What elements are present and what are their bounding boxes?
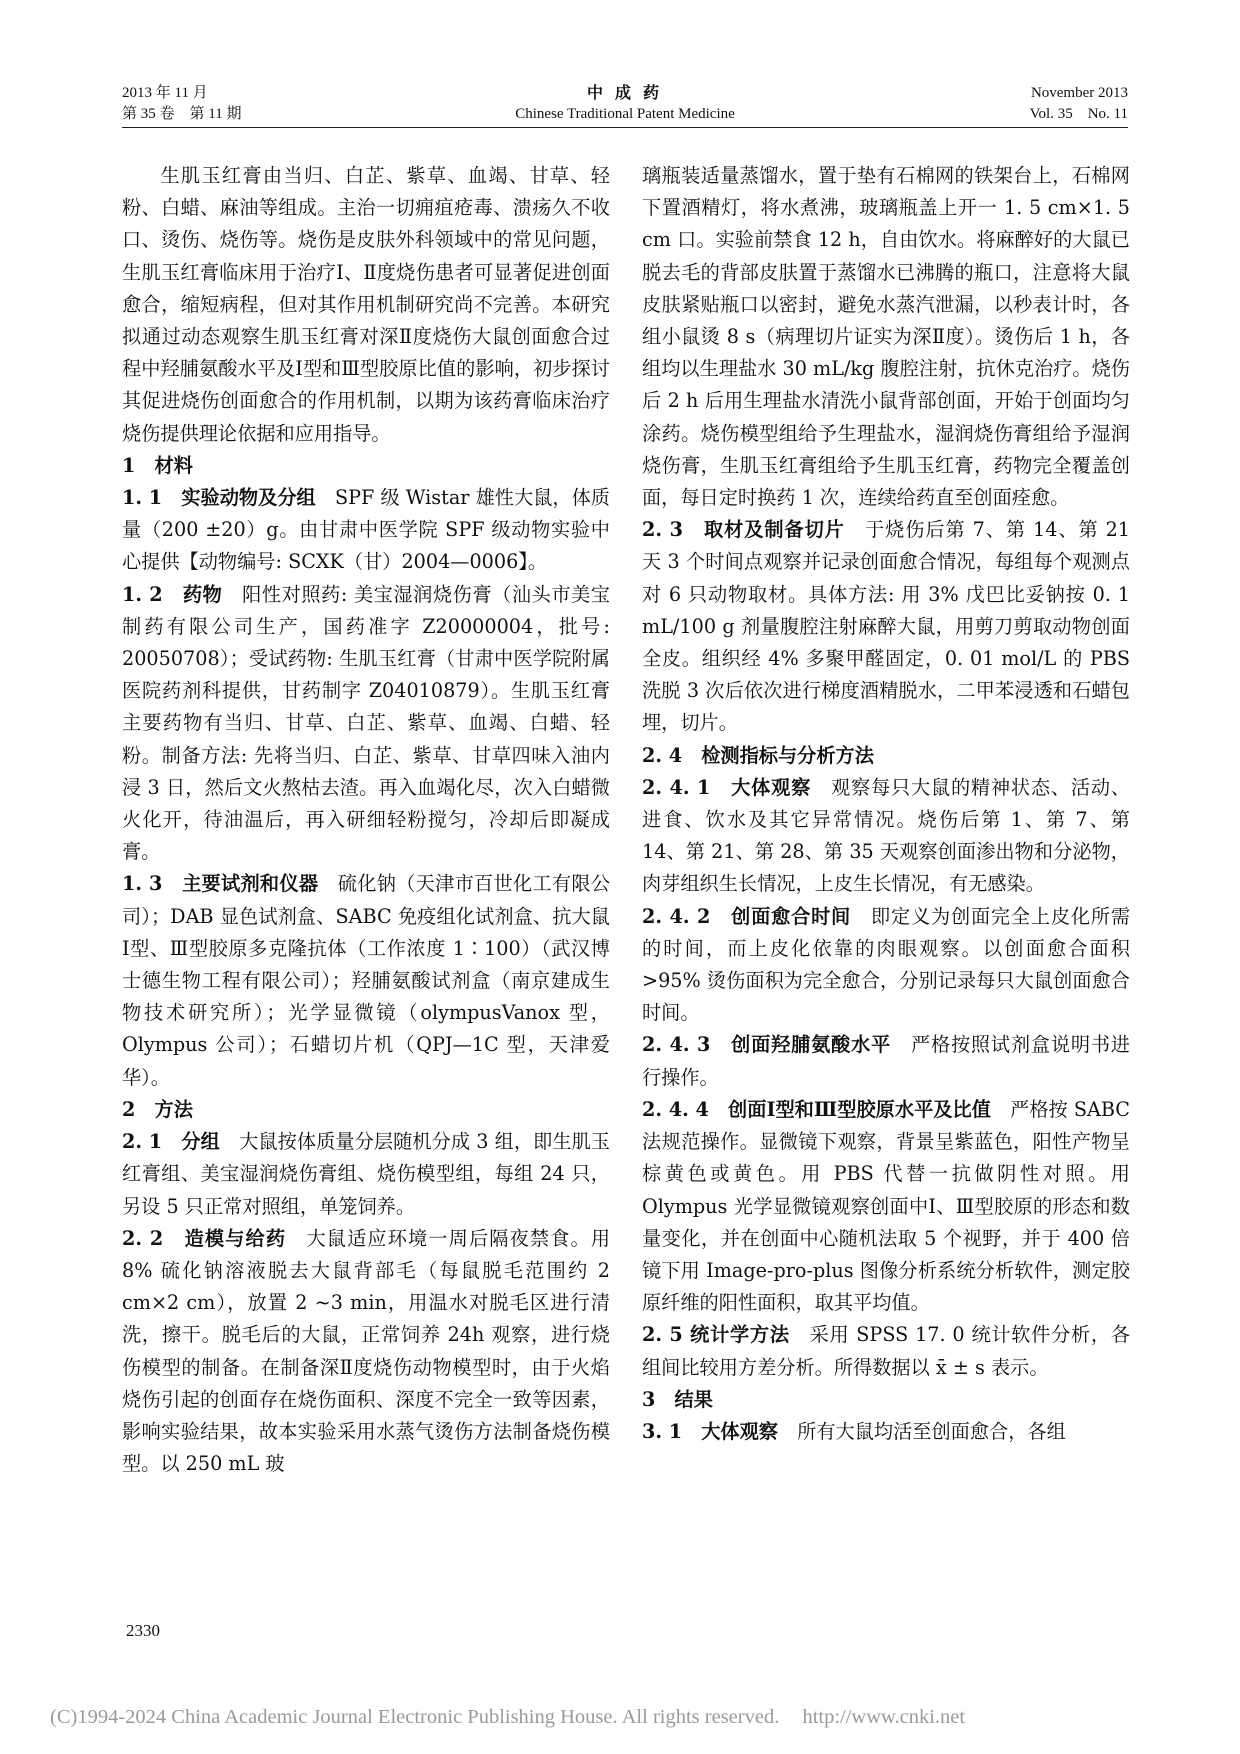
subsection-text: 大鼠适应环境一周后隔夜禁食。用 8% 硫化钠溶液脱去大鼠背部毛（每鼠脱毛范围约 2 cm×2 cm），放置 2 ~3 min，用温水对脱毛区进行清洗，擦干。脱毛后的大鼠，正常饲养 24h 观察，进行烧伤模型的制备。在制备深Ⅱ度烧伤动物模型时，由于火焰烧伤引起的创面存在烧伤面积、深度不完全一致等因素，影响实验结果，故本实验采用水蒸气烫伤方法制备烧伤模型。以 250 mL 玻 [122, 1226, 611, 1476]
page-number: 2330 [126, 1621, 160, 1640]
subsection-heading: 2. 4 检测指标与分析方法 [642, 743, 874, 767]
subsection-heading: 2. 3 取材及制备切片 [642, 518, 845, 542]
subsection-paragraph [642, 901, 1130, 1030]
journal-title-en: Chinese Traditional Patent Medicine [515, 106, 735, 122]
subsection-text: 大鼠按体质量分层随机分成 3 组，即生肌玉红膏组、美宝湿润烧伤膏组、烧伤模型组，每组 24 只，另设 5 只正常对照组，单笼饲养。 [122, 1130, 610, 1218]
subsection-paragraph [122, 482, 610, 579]
subsection-text: SPF 级 Wistar 雄性大鼠，体质量（200 ±20）g。由甘肃中医学院 SPF 级动物实验中心提供【动物编号: SCXK（甘）2004—0006】。 [122, 486, 610, 574]
header-date-en: November 2013 [1030, 85, 1128, 101]
subsection-heading: 2. 5 统计学方法 [642, 1323, 790, 1347]
header-center [122, 83, 1128, 125]
subsection-heading: 1. 3 主要试剂和仪器 [122, 872, 319, 896]
copyright-text: (C)1994-2024 China Academic Journal Electronic Publishing House. All rights reserved. [50, 1706, 780, 1728]
subsection-text: 于烧伤后第 7、第 14、第 21 天 3 个时间点观察并记录创面愈合情况，每组每个观测点对 6 只动物取材。具体方法: 用 3% 戊巴比妥钠按 0. 1 mL/100 g 剂量腹腔注射麻醉大鼠，用剪刀剪取动物创面全皮。组织经 4% 多聚甲醛固定，0. 01 mol/L 的 PBS 洗脱 3 次后依次进行梯度酒精脱水，二甲苯浸透和石蜡包埋，切片。 [642, 518, 1131, 735]
subsection-heading: 3. 1 大体观察 [642, 1419, 778, 1443]
subsection-text: 阳性对照药: 美宝湿润烧伤膏（汕头市美宝制药有限公司生产，国药准字 Z20000004，批号: 20050708）；受试药物: 生肌玉红膏（甘肃中医学院附属医院药剂科提供，甘药制字 Z04010879）。生肌玉红膏主要药物有当归、甘草、白芷、紫草、血竭、白蜡、轻粉。制备方法: 先将当归、白芷、紫草、甘草四味入油内浸 3 日，然后文火熬枯去渣。再入血竭化尽，次入白蜡微火化开，待油温后，再入研细轻粉搅匀，冷却后即凝成膏。 [122, 582, 610, 864]
subsection-heading: 1. 1 实验动物及分组 [122, 486, 316, 510]
header-date-cn: 2013 年 11 月 [122, 85, 208, 101]
subsection-heading: 2. 4. 4 创面Ⅰ型和Ⅲ型胶原水平及比值 [642, 1097, 991, 1121]
subsection-text: 即定义为创面完全上皮化所需的时间，而上皮化依靠的肉眼观察。以创面愈合面积 >95% 烫伤面积为完全愈合，分别记录每只大鼠创面愈合时间。 [642, 904, 1131, 1025]
subsection-paragraph [122, 579, 610, 869]
footer-url: http://www.cnki.net [802, 1706, 966, 1728]
copyright-footer [50, 1706, 965, 1729]
subsection-paragraph [122, 1126, 610, 1223]
subsection-paragraph [642, 1094, 1130, 1319]
subsection-paragraph [122, 1223, 610, 1481]
section-heading: 2 方法 [122, 1097, 193, 1121]
journal-title-cn: 中 成 药 [586, 85, 663, 102]
body-paragraph: 生肌玉红膏由当归、白芷、紫草、血竭、甘草、轻粉、白蜡、麻油等组成。主治一切痈疽疮毒、溃疡久不收口、烫伤、烧伤等。烧伤是皮肤外科领域中的常见问题，生肌玉红膏临床用于治疗Ⅰ、Ⅱ度烧伤患者可显著促进创面愈合，缩短病程，但对其作用机制研究尚不完善。本研究拟通过动态观察生肌玉红膏对深Ⅱ度烧伤大鼠创面愈合过程中羟脯氨酸水平及Ⅰ型和Ⅲ型胶原比值的影响，初步探讨其促进烧伤创面愈合的作用机制，以期为该药膏临床治疗烧伤提供理论依据和应用指导。 [122, 164, 610, 445]
subsection-text: 采用 SPSS 17. 0 统计软件分析，各组间比较用方差分析。所得数据以 x̄ ± s 表示。 [642, 1323, 1131, 1379]
subsection-heading: 1. 2 药物 [122, 582, 223, 606]
subsection-text: 严格按 SABC 法规范操作。显微镜下观察，背景呈紫蓝色，阳性产物呈棕黄色或黄色。用 PBS 代替一抗做阴性对照。用 Olympus 光学显微镜观察创面中Ⅰ、Ⅲ型胶原的形态和数量变化，并在创面中心随机法取 5 个视野，并于 400 倍镜下用 Image-pro-plus 图像分析系统分析软件，测定胶原纤维的阳性面积，取其平均值。 [642, 1097, 1130, 1315]
body-paragraph: 璃瓶装适量蒸馏水，置于垫有石棉网的铁架台上，石棉网下置酒精灯，将水煮沸，玻璃瓶盖上开一 1. 5 cm×1. 5 cm 口。实验前禁食 12 h，自由饮水。将麻醉好的大鼠已脱去毛的背部皮肤置于蒸馏水已沸腾的瓶口，注意将大鼠皮肤紧贴瓶口以密封，避免水蒸汽泄漏，以秒表计时，各组小鼠烫 8 s（病理切片证实为深Ⅱ度）。烫伤后 1 h，各组均以生理盐水 30 mL/kg 腹腔注射，抗休克治疗。烧伤后 2 h 后用生理盐水清洗小鼠背部创面，开始于创面均匀涂药。烧伤模型组给予生理盐水，湿润烧伤膏组给予湿润烧伤膏，生肌玉红膏组给予生肌玉红膏，药物完全覆盖创面，每日定时换药 1 次，连续给药直至创面痊愈。 [642, 164, 1130, 510]
subsection-paragraph [642, 1029, 1130, 1093]
header-volume-cn: 第 35 卷 第 11 期 [122, 106, 242, 122]
subsection-heading: 2. 4. 3 创面羟脯氨酸水平 [642, 1033, 891, 1057]
subsection-heading: 2. 4. 2 创面愈合时间 [642, 904, 852, 928]
subsection-paragraph [642, 1416, 1130, 1448]
subsection-paragraph [642, 1319, 1130, 1383]
subsection-paragraph [642, 514, 1130, 739]
subsection-paragraph [642, 740, 1130, 772]
right-column [642, 160, 1130, 1448]
subsection-text: 严格按照试剂盒说明书进行操作。 [642, 1033, 1130, 1089]
section-heading: 3 结果 [642, 1387, 713, 1411]
subsection-paragraph [642, 772, 1130, 901]
subsection-paragraph [122, 868, 610, 1093]
header-volume-en: Vol. 35 No. 11 [1029, 106, 1128, 122]
subsection-text: 观察每只大鼠的精神状态、活动、进食、饮水及其它异常情况。烧伤后第 1、第 7、第 14、第 21、第 28、第 35 天观察创面渗出物和分泌物，肉芽组织生长情况，上皮生长情况，有无感染。 [642, 775, 1130, 896]
running-header [122, 83, 1128, 128]
subsection-heading: 2. 1 分组 [122, 1130, 220, 1154]
subsection-text: 所有大鼠均活至创面愈合，各组 [778, 1419, 1066, 1443]
subsection-heading: 2. 4. 1 大体观察 [642, 775, 812, 799]
header-right [1030, 83, 1128, 125]
section-heading: 1 材料 [122, 453, 193, 477]
subsection-text: 硫化钠（天津市百世化工有限公司）；DAB 显色试剂盒、SABC 免疫组化试剂盒、抗大鼠Ⅰ型、Ⅲ型胶原多克隆抗体（工作浓度 1∶100）（武汉博士德生物工程有限公司）；羟脯氨酸试剂盒（南京建成生物技术研究所）；光学显微镜（olympusVanox 型，Olympus 公司）；石蜡切片机（QPJ—1C 型，天津爱华）。 [122, 872, 611, 1089]
left-column [122, 160, 610, 1480]
subsection-heading: 2. 2 造模与给药 [122, 1226, 287, 1250]
